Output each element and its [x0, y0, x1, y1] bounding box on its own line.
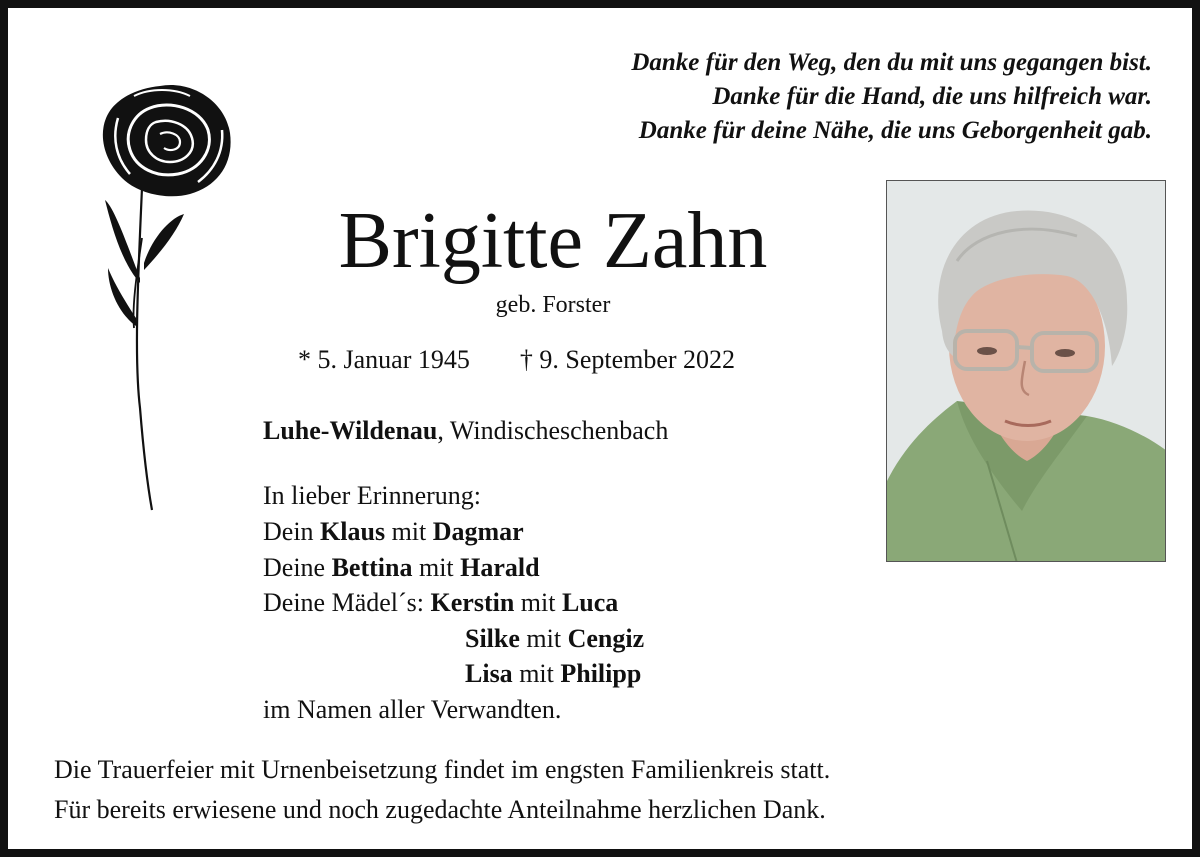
footer-line-1: Die Trauerfeier mit Urnenbeisetzung findet im engsten Familienkreis statt.: [54, 755, 831, 784]
residence-town: Luhe-Wildenau: [263, 416, 438, 445]
mourner-row: [263, 585, 644, 621]
mourner-prefix: Deine: [263, 552, 332, 582]
mourner-row: [263, 621, 644, 657]
quote-line-2: Danke für die Hand, die uns hilfreich war.: [712, 83, 1152, 110]
deceased-name: Brigitte Zahn: [338, 197, 768, 285]
quote-block: [631, 46, 1152, 148]
residence-district: Windischeschenbach: [443, 416, 669, 445]
mourners-list: [263, 478, 644, 727]
birth-date: * 5. Januar 1945: [298, 345, 470, 374]
mourner-prefix: Dein: [263, 517, 321, 546]
death-date: † 9. September 2022: [519, 345, 736, 374]
mourner-conjunction: mit: [412, 552, 461, 582]
mourner-partner-name: Cengiz: [567, 623, 645, 653]
footer-note: [54, 750, 830, 830]
mourner-conjunction: mit: [519, 623, 568, 653]
mourner-name: Lisa: [465, 659, 513, 688]
mourner-name: Silke: [465, 623, 520, 653]
mourners-intro: In lieber Erinnerung:: [263, 481, 482, 510]
life-dates: [298, 344, 735, 376]
mourner-partner-name: Dagmar: [432, 517, 524, 546]
residence: [263, 414, 668, 448]
rose-icon: [90, 78, 240, 518]
mourner-name: Kerstin: [430, 588, 515, 617]
mourner-partner-name: Philipp: [560, 659, 642, 688]
quote-line-3: Danke für deine Nähe, die uns Geborgenheit gab.: [638, 117, 1152, 144]
residence-separator: ,: [437, 416, 444, 445]
quote-line-1: Danke für den Weg, den du mit uns gegangen bist.: [631, 49, 1152, 76]
mourner-row: [263, 550, 644, 586]
maiden-name: geb. Forster: [495, 292, 611, 318]
mourner-row: [263, 656, 644, 692]
mourner-conjunction: mit: [512, 659, 561, 688]
mourner-conjunction: mit: [514, 588, 562, 617]
portrait-illustration: [887, 181, 1166, 562]
mourner-prefix: Deine Mädel´s:: [263, 588, 431, 617]
mourner-row: [263, 514, 644, 550]
mourner-conjunction: mit: [385, 517, 433, 546]
mourner-partner-name: Harald: [460, 552, 540, 582]
mourner-name: Klaus: [320, 517, 386, 546]
footer-line-2: Für bereits erwiesene und noch zugedachte Anteilnahme herzlichen Dank.: [54, 795, 826, 824]
mourners-closing: im Namen aller Verwandten.: [263, 694, 562, 724]
portrait-photo: [886, 180, 1166, 562]
mourner-name: Bettina: [331, 552, 413, 582]
mourner-partner-name: Luca: [561, 588, 619, 617]
